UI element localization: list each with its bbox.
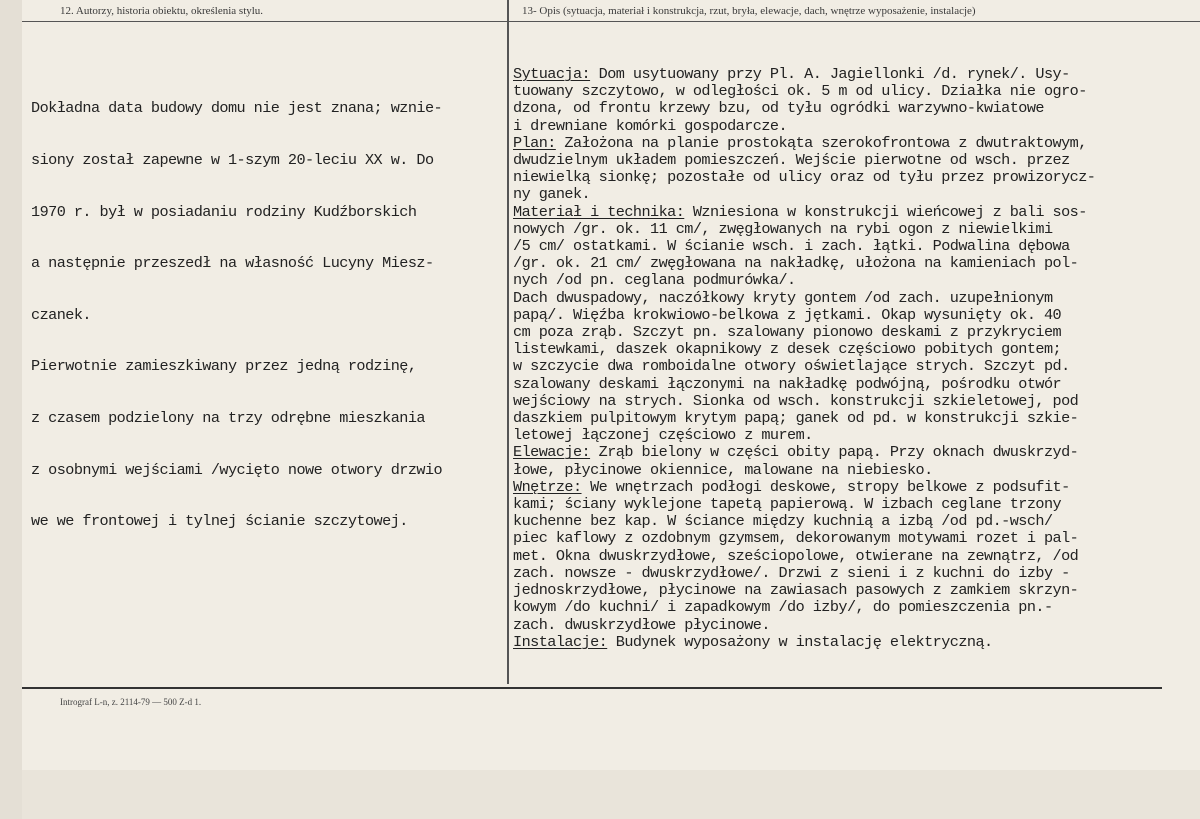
section-heading: Plan:: [513, 133, 556, 152]
history-line: Dokładna data budowy domu nie jest znana; wznie-: [31, 99, 443, 118]
section-first-line: [513, 634, 1095, 651]
section-line: /gr. ok. 21 cm/ zwęgłowana na nakładkę, ułożona na kamieniach pol-: [513, 254, 1079, 273]
history-text: [31, 66, 442, 548]
section-text: Wzniesiona w konstrukcji wieńcowej z bali sos-: [684, 202, 1087, 221]
section-12-header: 12. Autorzy, historia obiektu, określenia stylu.: [60, 5, 264, 17]
section-heading: Materiał i technika:: [513, 202, 685, 221]
section-text: Zrąb bielony w części obity papą. Przy oknach dwuskrzyd-: [590, 443, 1079, 462]
section-line: zach. dwuskrzydłowe płycinowe.: [513, 615, 770, 634]
section-line: niewielką sionkę; pozostałe od ulicy oraz od tyłu przez prowizorycz-: [513, 168, 1096, 187]
section-line: met. Okna dwuskrzydłowe, sześciopolowe, otwierane na zewnątrz, /od: [513, 546, 1079, 565]
section-text: Założona na planie prostokąta szerokofrontowa z dwutraktowym,: [555, 133, 1087, 152]
section-first-line: [513, 135, 1095, 152]
history-line: siony został zapewne w 1-szym 20-leciu XX w. Do: [31, 151, 434, 170]
description-text: [513, 66, 1095, 651]
history-line: z osobnymi wejściami /wycięto nowe otwory drzwio: [31, 460, 443, 479]
section-line: łowe, płycinowe okiennice, malowane na niebiesko.: [513, 460, 933, 479]
section-line: daszkiem pulpitowym krytym papą; ganek od pd. w konstrukcji szkie-: [513, 409, 1079, 428]
section-line: kami; ściany wyklejone tapetą papierową. W izbach ceglane trzony: [513, 495, 1062, 514]
section-line: kowym /do kuchni/ i zapadkowym /do izby/, do pomieszczenia pn.-: [513, 598, 1053, 617]
section-line: ny ganek.: [513, 185, 591, 204]
section-line: dwudzielnym układem pomieszczeń. Wejście pierwotne od wsch. przez: [513, 151, 1070, 170]
section-line: wejściowy na strych. Sionka od wsch. konstrukcji szkieletowej, pod: [513, 391, 1079, 410]
section-line: nych /od pn. ceglana podmurówka/.: [513, 271, 796, 290]
section-first-line: [513, 479, 1095, 496]
section-line: i drewniane komórki gospodarcze.: [513, 116, 788, 135]
page-edge: [0, 0, 22, 819]
section-line: cm poza zrąb. Szczyt pn. szalowany pionowo deskami z przykryciem: [513, 323, 1062, 342]
history-line: z czasem podzielony na trzy odrębne mieszkania: [31, 409, 425, 428]
section-line: Dach dwuspadowy, naczółkowy kryty gontem /od zach. uzupełnionym: [513, 288, 1053, 307]
section-line: kuchenne bez kap. W ściance między kuchnią a izbą /od pd.-wsch/: [513, 512, 1053, 531]
section-13-header: 13- Opis (sytuacja, materiał i konstrukcja, rzut, bryła, elewacje, dach, wnętrze wyposażenie, instalacje): [522, 5, 976, 17]
section-line: jednoskrzydłowe, płycinowe na zawiasach pasowych z zamkiem skrzyn-: [513, 581, 1079, 600]
history-line: czanek.: [31, 305, 91, 324]
section-heading: Elewacje:: [513, 443, 591, 462]
section-first-line: [513, 66, 1095, 83]
section-line: tuowany szczytowo, w odległości ok. 5 m od ulicy. Działka nie ogro-: [513, 82, 1087, 101]
section-first-line: [513, 444, 1095, 461]
section-line: nowych /gr. ok. 11 cm/, zwęgłowanych na rybi ogon z niewielkimi: [513, 219, 1053, 238]
column-divider: [507, 0, 509, 684]
section-line: papą/. Więźba krokwiowo-belkowa z jętkami. Okap wysunięty ok. 40: [513, 305, 1062, 324]
history-line: we we frontowej i tylnej ścianie szczytowej.: [31, 512, 408, 531]
history-line: Pierwotnie zamieszkiwany przez jedną rodzinę,: [31, 357, 417, 376]
history-line: 1970 r. był w posiadaniu rodziny Kudźborskich: [31, 202, 417, 221]
section-first-line: [513, 204, 1095, 221]
section-line: zach. nowsze - dwuskrzydłowe/. Drzwi z sieni i z kuchni do izby -: [513, 563, 1070, 582]
section-text: Budynek wyposażony w instalację elektryczną.: [607, 632, 993, 651]
section-line: /5 cm/ ostatkami. W ścianie wsch. i zach. łątki. Podwalina dębowa: [513, 237, 1070, 256]
footer-divider: [22, 687, 1162, 689]
section-text: We wnętrzach podłogi deskowe, stropy belkowe z podsufit-: [581, 477, 1070, 496]
section-line: szalowany deskami łączonymi na nakładkę podwójną, pośrodku otwór: [513, 374, 1062, 393]
section-line: dzona, od frontu krzewy bzu, od tyłu ogródki warzywno-kwiatowe: [513, 99, 1044, 118]
printer-imprint: Intrograf L-n, z. 2114-79 — 500 Z-d 1.: [60, 697, 202, 707]
section-heading: Wnętrze:: [513, 477, 582, 496]
section-line: piec kaflowy z ozdobnym gzymsem, dekorowanym motywami rozet i pal-: [513, 529, 1079, 548]
section-line: listewkami, daszek okapnikowy z desek częściowo pobitych gontem;: [513, 340, 1062, 359]
section-line: w szczycie dwa romboidalne otwory oświetlające strych. Szczyt pd.: [513, 357, 1070, 376]
header-divider: [22, 21, 1200, 22]
section-heading: Sytuacja:: [513, 65, 591, 83]
section-heading: Instalacje:: [513, 632, 608, 651]
section-text: Dom usytuowany przy Pl. A. Jagiellonki /d. rynek/. Usy-: [590, 65, 1070, 83]
history-line: a następnie przeszedł na własność Lucyny Miesz-: [31, 254, 434, 273]
page-bottom-band: [22, 770, 1200, 819]
section-line: letowej łączonej częściowo z murem.: [513, 426, 813, 445]
